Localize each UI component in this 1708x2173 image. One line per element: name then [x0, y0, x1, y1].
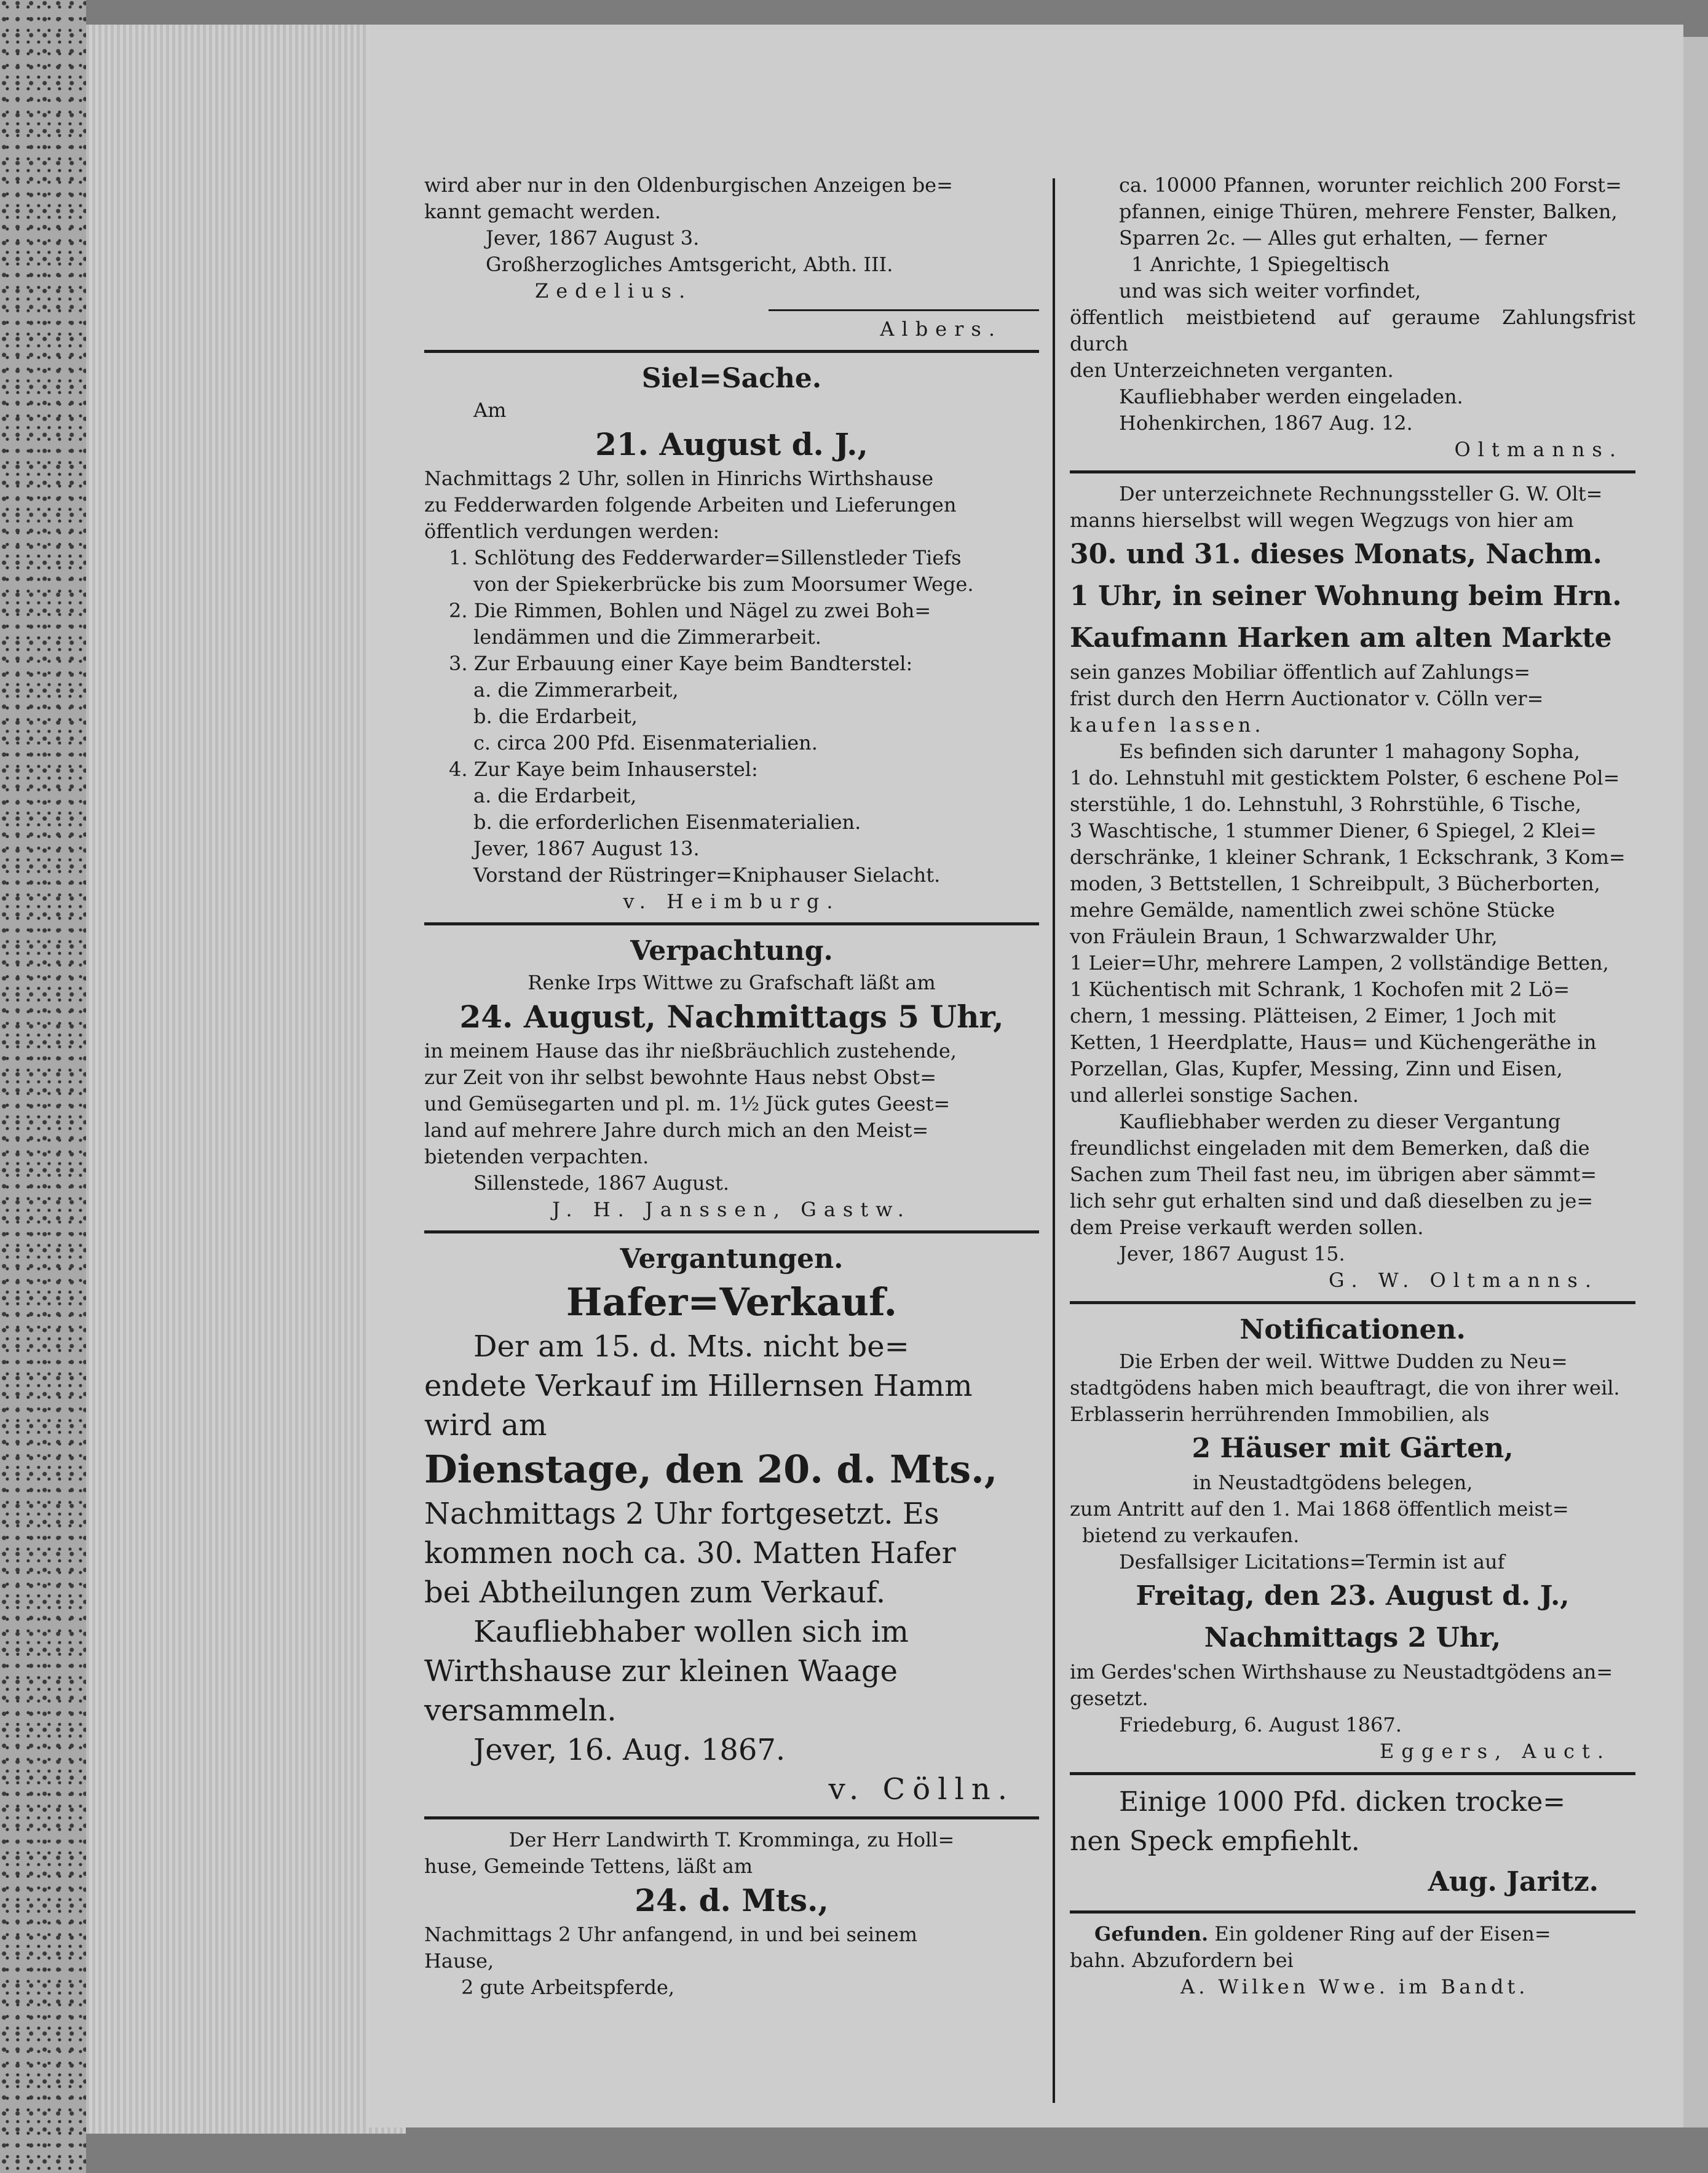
- text-line: und allerlei sonstige Sachen.: [1070, 1083, 1359, 1107]
- text-line: frist durch den Herrn Auctionator v. Cölln ver=: [1070, 687, 1544, 710]
- signature: A. Wilken Wwe. im Bandt.: [1180, 1975, 1529, 1998]
- list-item: 4. Zur Kaye beim Inhauserstel:: [449, 758, 758, 781]
- notice-date: Freitag, den 23. August d. J.,: [1136, 1580, 1570, 1612]
- text-line: Der unterzeichnete Rechnungssteller G. W. Olt=: [1119, 482, 1603, 505]
- text-line: Der Herr Landwirth T. Kromminga, zu Holl=: [508, 1828, 955, 1851]
- notice-title: 2 Häuser mit Gärten,: [1192, 1433, 1514, 1464]
- text-line: bietend zu verkaufen.: [1082, 1524, 1300, 1547]
- section-rule: [1070, 1772, 1635, 1775]
- list-item: c. circa 200 Pfd. Eisenmaterialien.: [473, 731, 818, 754]
- text-line: Renke Irps Wittwe zu Grafschaft läßt am: [528, 971, 936, 994]
- place-date: Hohenkirchen, 1867 Aug. 12.: [1119, 411, 1413, 435]
- gefunden-notice: [1070, 1921, 1635, 2000]
- verpachtung-notice: [424, 933, 1039, 1223]
- signature: Eggers, Auct.: [1380, 1740, 1611, 1763]
- list-item: b. die erforderlichen Eisenmaterialien.: [473, 810, 861, 834]
- text-line: Hause,: [424, 1949, 494, 1973]
- text-line: chern, 1 messing. Plätteisen, 2 Eimer, 1 Joch mit: [1070, 1004, 1556, 1027]
- signature: Albers.: [880, 317, 1002, 341]
- list-item: b. die Erdarbeit,: [473, 705, 638, 728]
- section-rule: [424, 350, 1039, 353]
- text-line: und was sich weiter vorfindet,: [1119, 279, 1421, 303]
- notice-date: 1 Uhr, in seiner Wohnung beim Hrn.: [1070, 580, 1622, 612]
- siel-notice: [424, 360, 1039, 915]
- text-line: Kaufliebhaber werden eingeladen.: [1119, 385, 1463, 408]
- section-heading: Verpachtung.: [630, 935, 833, 967]
- kromminga-notice: [424, 1827, 1039, 2001]
- column-divider: [1053, 178, 1055, 2103]
- section-heading: Siel=Sache.: [641, 363, 822, 394]
- section-rule: [1070, 1910, 1635, 1914]
- text-line: Nachmittags 2 Uhr fortgesetzt. Es: [424, 1497, 939, 1531]
- list-item: lendämmen und die Zimmerarbeit.: [473, 625, 821, 649]
- text-line: zu Fedderwarden folgende Arbeiten und Lieferungen: [424, 493, 957, 517]
- text-line: Ketten, 1 Heerdplatte, Haus= und Küchengeräthe in: [1070, 1031, 1597, 1054]
- signature: Zedelius.: [535, 279, 693, 303]
- signature: v. Cölln.: [828, 1772, 1014, 1807]
- text-line: von Fräulein Braun, 1 Schwarzwalder Uhr,: [1070, 925, 1498, 948]
- pfannen-notice: [1070, 172, 1635, 463]
- text-line: stadtgödens haben mich beauftragt, die von ihrer weil.: [1070, 1376, 1620, 1399]
- book-edge: [0, 0, 86, 2173]
- section-rule: [424, 1816, 1039, 1819]
- section-rule: [424, 1230, 1039, 1233]
- text-line: freundlichst eingeladen mit dem Bemerken, daß die: [1070, 1136, 1590, 1160]
- text-line: öffentlich meistbietend auf geraume Zahlungsfrist durch: [1070, 306, 1635, 355]
- newspaper-page: [369, 25, 1683, 2127]
- list-item: 2. Die Rimmen, Bohlen und Nägel zu zwei Boh=: [449, 599, 931, 622]
- text-line: zum Antritt auf den 1. Mai 1868 öffentlich meist=: [1070, 1497, 1569, 1521]
- vergantungen-notice: [424, 1241, 1039, 1809]
- text-line: ca. 10000 Pfannen, worunter reichlich 200 Forst=: [1119, 173, 1622, 197]
- signature: v. Heimburg.: [623, 890, 840, 913]
- text-line: gesetzt.: [1070, 1687, 1149, 1710]
- text-line: manns hierselbst will wegen Wegzugs von hier am: [1070, 509, 1574, 532]
- section-rule: [1070, 470, 1635, 473]
- authority: Großherzogliches Amtsgericht, Abth. III.: [486, 253, 893, 276]
- text-line: 2 gute Arbeitspferde,: [461, 1976, 675, 1999]
- section-heading: Vergantungen.: [620, 1243, 844, 1275]
- signature: Aug. Jaritz.: [1428, 1866, 1599, 1898]
- text-line: pfannen, einige Thüren, mehrere Fenster, Balken,: [1119, 200, 1618, 223]
- text-line: und Gemüsegarten und pl. m. 1½ Jück gutes Geest=: [424, 1092, 951, 1115]
- text-line: Nachmittags 2 Uhr, sollen in Hinrichs Wirthshause: [424, 467, 933, 490]
- text-line: Sachen zum Theil fast neu, im übrigen aber sämmt=: [1070, 1163, 1597, 1186]
- notice-date: 24. d. Mts.,: [635, 1882, 829, 1918]
- notice-title: Hafer=Verkauf.: [566, 1280, 898, 1324]
- text-line: dem Preise verkauft werden sollen.: [1070, 1216, 1424, 1239]
- text-line: Erblasserin herrührenden Immobilien, als: [1070, 1403, 1490, 1426]
- text-line: Nachmittags 2 Uhr anfangend, in und bei seinem: [424, 1923, 917, 1946]
- text-line: kommen noch ca. 30. Matten Hafer: [424, 1536, 956, 1570]
- text-line: kannt gemacht werden.: [424, 200, 661, 223]
- oltmanns-notice: [1070, 481, 1635, 1294]
- notice-date: Kaufmann Harken am alten Markte: [1070, 622, 1612, 654]
- left-column: [424, 172, 1039, 2001]
- text-line: bahn. Abzufordern bei: [1070, 1949, 1294, 1972]
- signature: Oltmanns.: [1454, 438, 1623, 461]
- signature: G. W. Oltmanns.: [1329, 1269, 1599, 1292]
- notice-date: 24. August, Nachmittags 5 Uhr,: [459, 999, 1004, 1035]
- text-line: Kaufliebhaber wollen sich im: [473, 1615, 909, 1649]
- list-item: a. die Zimmerarbeit,: [473, 678, 679, 702]
- text-line: 1 do. Lehnstuhl mit gesticktem Polster, 6 eschene Pol=: [1070, 766, 1620, 790]
- page-stack: [86, 25, 406, 2134]
- place-date: Jever, 1867 August 3.: [486, 226, 700, 250]
- text-line: moden, 3 Bettstellen, 1 Schreibpult, 3 Bücherborten,: [1070, 872, 1600, 895]
- authority: Vorstand der Rüstringer=Kniphauser Sielacht.: [473, 863, 941, 887]
- text-line: [1070, 1921, 1635, 1947]
- text-line: endete Verkauf im Hillernsen Hamm: [424, 1369, 973, 1403]
- text-line: 1 Leier=Uhr, mehrere Lampen, 2 vollständige Betten,: [1070, 951, 1609, 975]
- notice-date: 21. August d. J.,: [595, 426, 868, 462]
- text-line: bietenden verpachten.: [424, 1145, 649, 1168]
- text-line: Kaufliebhaber werden zu dieser Vergantung: [1119, 1110, 1561, 1133]
- text-line: mehre Gemälde, namentlich zwei schöne Stücke: [1070, 898, 1555, 922]
- text-line: Am: [473, 398, 507, 422]
- place-date: Friedeburg, 6. August 1867.: [1119, 1713, 1402, 1736]
- speck-notice: [1070, 1783, 1635, 1903]
- notice-date: 30. und 31. dieses Monats, Nachm.: [1070, 539, 1602, 570]
- lost-found-label: Gefunden.: [1094, 1922, 1209, 1945]
- notice-date: Nachmittags 2 Uhr,: [1204, 1622, 1501, 1653]
- text-fragment: Ein goldener Ring auf der Eisen=: [1214, 1922, 1551, 1945]
- section-rule: [1070, 1301, 1635, 1304]
- text-line: Desfallsiger Licitations=Termin ist auf: [1119, 1550, 1505, 1573]
- text-line: versammeln.: [424, 1693, 617, 1728]
- text-line: Es befinden sich darunter 1 mahagony Sopha,: [1119, 740, 1581, 763]
- text-line: 3 Waschtische, 1 stummer Diener, 6 Spiegel, 2 Klei=: [1070, 819, 1597, 842]
- text-line: Porzellan, Glas, Kupfer, Messing, Zinn und Eisen,: [1070, 1057, 1563, 1080]
- text-line: kaufen lassen.: [1070, 713, 1265, 737]
- list-item: von der Spiekerbrücke bis zum Moorsumer Wege.: [473, 572, 974, 596]
- text-line: sein ganzes Mobiliar öffentlich auf Zahlungs=: [1070, 660, 1531, 684]
- text-line: 1 Küchentisch mit Schrank, 1 Kochofen mit 2 Lö=: [1070, 978, 1570, 1001]
- text-line: bei Abtheilungen zum Verkauf.: [424, 1575, 886, 1610]
- text-line: sterstühle, 1 do. Lehnstuhl, 3 Rohrstühle, 6 Tische,: [1070, 793, 1582, 816]
- list-item: 1. Schlötung des Fedderwarder=Sillenstleder Tiefs: [449, 546, 962, 569]
- notice-date: Dienstage, den 20. d. Mts.,: [424, 1447, 998, 1492]
- place-date: Sillenstede, 1867 August.: [473, 1171, 730, 1195]
- text-line: den Unterzeichneten verganten.: [1070, 358, 1394, 382]
- right-column: [1070, 172, 1635, 2000]
- text-line: land auf mehrere Jahre durch mich an den Meist=: [424, 1118, 929, 1142]
- section-heading: Notificationen.: [1239, 1314, 1466, 1345]
- place-date: Jever, 16. Aug. 1867.: [473, 1733, 786, 1767]
- text-line: Sparren 2c. — Alles gut erhalten, — ferner: [1119, 226, 1547, 250]
- text-line: zur Zeit von ihr selbst bewohnte Haus nebst Obst=: [424, 1066, 937, 1089]
- text-line: in meinem Hause das ihr nießbräuchlich zustehende,: [424, 1039, 957, 1063]
- text-line: Der am 15. d. Mts. nicht be=: [473, 1329, 909, 1364]
- list-item: 3. Zur Erbauung einer Kaye beim Bandterstel:: [449, 652, 913, 675]
- text-line: derschränke, 1 kleiner Schrank, 1 Eckschrank, 3 Kom=: [1070, 845, 1626, 869]
- text-line: 1 Anrichte, 1 Spiegeltisch: [1131, 253, 1390, 276]
- text-line: nen Speck empfiehlt.: [1070, 1826, 1360, 1857]
- text-line: wird am: [424, 1408, 547, 1443]
- text-line: Wirthshause zur kleinen Waage: [424, 1654, 898, 1688]
- text-line: wird aber nur in den Oldenburgischen Anzeigen be=: [424, 173, 953, 197]
- place-date: Jever, 1867 August 15.: [1119, 1242, 1345, 1265]
- short-rule: [769, 309, 1039, 311]
- text-line: im Gerdes'schen Wirthshause zu Neustadtgödens an=: [1070, 1660, 1613, 1684]
- text-line: Einige 1000 Pfd. dicken trocke=: [1119, 1786, 1566, 1818]
- text-line: huse, Gemeinde Tettens, läßt am: [424, 1854, 753, 1878]
- place-date: Jever, 1867 August 13.: [473, 837, 700, 860]
- signature: J. H. Janssen, Gastw.: [552, 1198, 911, 1221]
- section-rule: [424, 922, 1039, 925]
- text-line: lich sehr gut erhalten sind und daß dieselben zu je=: [1070, 1189, 1594, 1213]
- text-line: in Neustadtgödens belegen,: [1193, 1471, 1473, 1494]
- next-page-edge: [1683, 37, 1708, 2127]
- text-line: öffentlich verdungen werden:: [424, 520, 720, 543]
- list-item: a. die Erdarbeit,: [473, 784, 637, 807]
- text-line: Die Erben der weil. Wittwe Dudden zu Neu=: [1119, 1350, 1568, 1373]
- notifications-notice: [1070, 1312, 1635, 1765]
